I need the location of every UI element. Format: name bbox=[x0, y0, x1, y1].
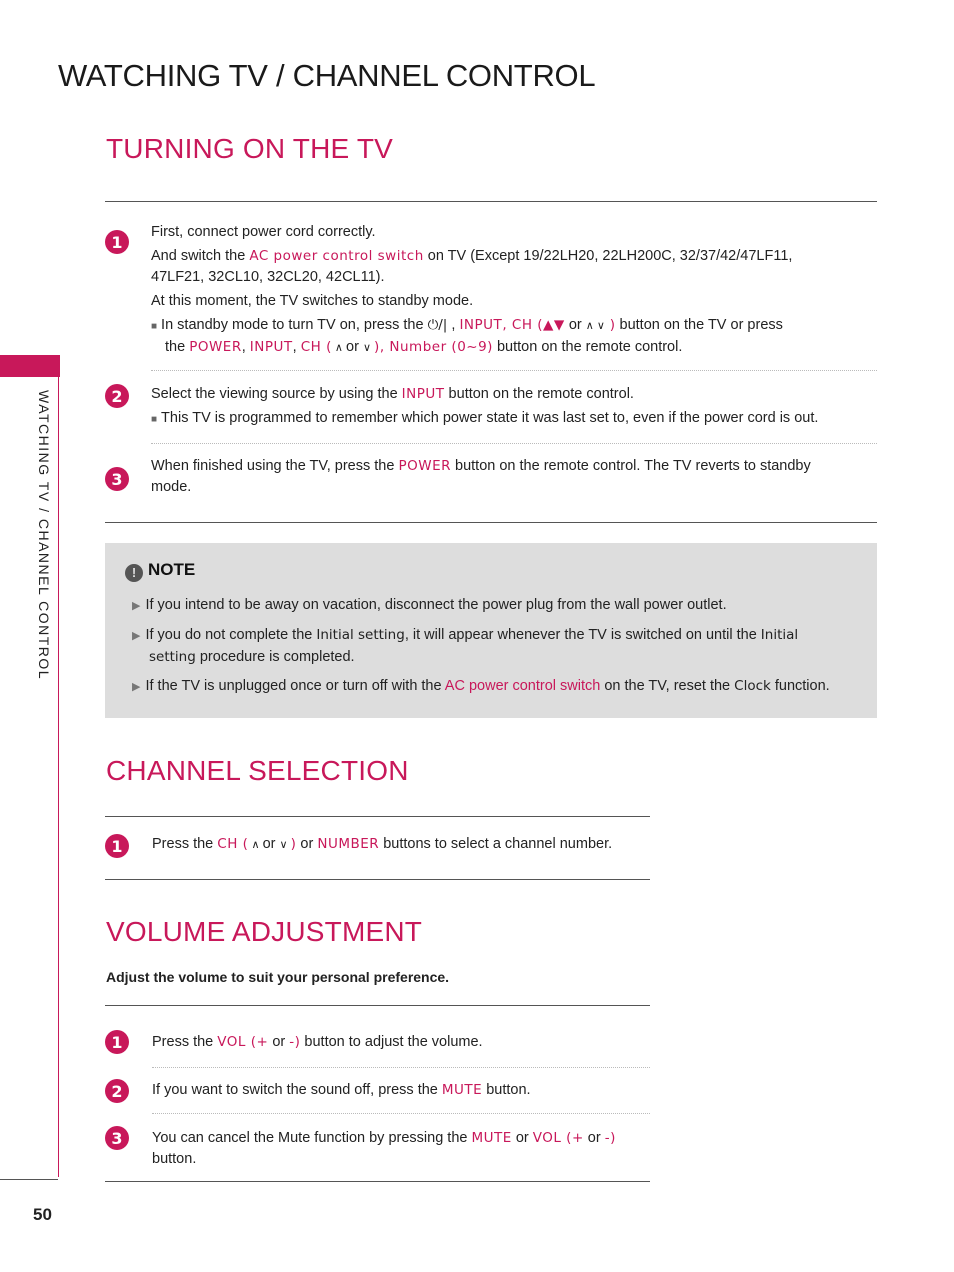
triangle-bullet-icon: ▶ bbox=[132, 600, 141, 612]
channel-step-text: Press the CH ( ∧ or ∨ ) or NUMBER buttons to select a channel number. bbox=[152, 836, 613, 852]
step-3-text bbox=[151, 456, 881, 498]
step-badge-3: 3 bbox=[105, 1126, 129, 1150]
divider bbox=[105, 879, 650, 880]
divider bbox=[105, 1181, 650, 1182]
divider bbox=[105, 201, 877, 202]
chevron-down-icon: ∨ bbox=[279, 839, 291, 851]
note-item-1: ▶ If you intend to be away on vacation, disconnect the power plug from the wall power outlet. bbox=[132, 597, 727, 613]
chevron-up-icon: ∧ bbox=[248, 839, 263, 851]
note-item-3: ▶ If the TV is unplugged once or turn off with the AC power control switch on the TV, reset the Clock function. bbox=[132, 678, 830, 694]
chevron-up-down-icon: ∧ ∨ bbox=[585, 320, 605, 332]
dotted-divider bbox=[151, 443, 877, 444]
triangle-bullet-icon: ▶ bbox=[132, 630, 141, 642]
sidebar-rule bbox=[58, 377, 59, 1177]
exclamation-icon: ! bbox=[125, 564, 143, 582]
ac-power-switch-label: AC power control switch bbox=[249, 248, 424, 264]
section-title-turning-on: TURNING ON THE TV bbox=[106, 133, 394, 164]
page-title: WATCHING TV / CHANNEL CONTROL bbox=[58, 58, 596, 93]
step-badge-2: 2 bbox=[105, 1079, 129, 1103]
divider bbox=[105, 522, 877, 523]
note-item-2: ▶ If you do not complete the Initial setting, it will appear whenever the TV is switched on until the Initial setting procedure is completed. bbox=[132, 627, 799, 665]
step-2-text bbox=[151, 384, 881, 430]
volume-intro: Adjust the volume to suit your personal preference. bbox=[106, 969, 450, 985]
triangle-bullet-icon: ▶ bbox=[132, 681, 141, 693]
chevron-down-icon: ∨ bbox=[362, 342, 375, 354]
section-title-channel: CHANNEL SELECTION bbox=[106, 755, 409, 786]
step-2-bullet: ■ This TV is programmed to remember which power state it was last set to, even if the power cord is out. bbox=[151, 410, 819, 426]
step-badge-2: 2 bbox=[105, 384, 129, 408]
standby-bullet-cont: the POWER, INPUT, CH ( ∧ or ∨ ), Number (0~9) button on the remote control. bbox=[165, 339, 683, 355]
note-header bbox=[125, 560, 195, 582]
step-3-line: When finished using the TV, press the POWER button on the remote control. The TV reverts to standby bbox=[151, 458, 811, 474]
chevron-up-icon: ∧ bbox=[331, 342, 347, 354]
square-bullet-icon: ■ bbox=[151, 414, 158, 425]
step-2-line: Select the viewing source by using the INPUT button on the remote control. bbox=[151, 386, 634, 402]
power-icon: ⏻/| bbox=[427, 317, 448, 333]
volume-step-2-text: If you want to switch the sound off, press the MUTE button. bbox=[152, 1082, 531, 1098]
standby-bullet: ■ In standby mode to turn TV on, press the ⏻/| , INPUT, CH (▲▼ or ∧ ∨ ) button on the TV or press bbox=[151, 317, 783, 333]
dotted-divider bbox=[152, 1113, 650, 1114]
step-badge-1: 1 bbox=[105, 230, 129, 254]
note-title: NOTE bbox=[148, 560, 196, 579]
step-badge-1: 1 bbox=[105, 834, 129, 858]
dotted-divider bbox=[151, 370, 877, 371]
step-1-line: And switch the AC power control switch on TV (Except 19/22LH20, 22LH200C, 32/37/42/47LF11, bbox=[151, 248, 793, 264]
bottom-rule bbox=[0, 1179, 58, 1180]
volume-step-1-text: Press the VOL (+ or -) button to adjust the volume. bbox=[152, 1034, 483, 1050]
dotted-divider bbox=[152, 1067, 650, 1068]
sidebar-tab bbox=[0, 355, 60, 377]
sidebar-label: WATCHING TV / CHANNEL CONTROL bbox=[36, 390, 52, 681]
divider bbox=[105, 816, 650, 817]
section-title-volume: VOLUME ADJUSTMENT bbox=[106, 916, 423, 947]
step-3-line: mode. bbox=[151, 479, 192, 495]
page-number: 50 bbox=[33, 1205, 52, 1224]
step-1-text bbox=[151, 222, 881, 359]
square-bullet-icon: ■ bbox=[151, 321, 158, 332]
step-badge-1: 1 bbox=[105, 1030, 129, 1054]
step-1-line: 47LF21, 32CL10, 32CL20, 42CL11). bbox=[151, 269, 385, 285]
volume-step-3-text: You can cancel the Mute function by pressing the MUTE or VOL (+ or -) button. bbox=[152, 1130, 616, 1167]
step-badge-3: 3 bbox=[105, 467, 129, 491]
step-1-line: First, connect power cord correctly. bbox=[151, 224, 376, 240]
divider bbox=[105, 1005, 650, 1006]
step-1-line: At this moment, the TV switches to standby mode. bbox=[151, 293, 474, 309]
